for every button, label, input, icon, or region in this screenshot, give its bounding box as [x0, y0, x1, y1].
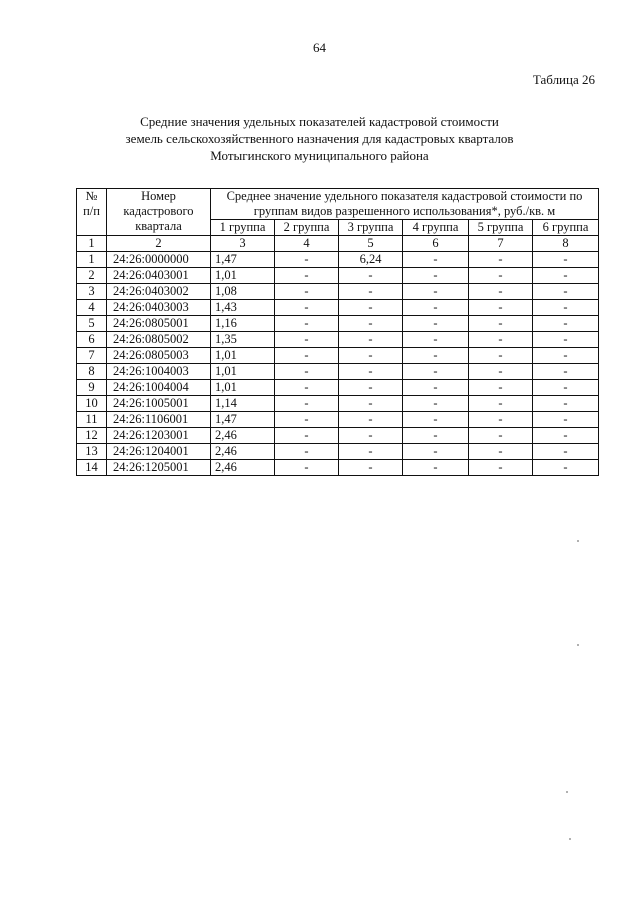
group-5-value: - — [469, 364, 533, 380]
cadastral-quarter: 24:26:0000000 — [107, 252, 211, 268]
cadastral-quarter: 24:26:0403001 — [107, 268, 211, 284]
group-2-value: - — [275, 444, 339, 460]
group-3-value: - — [339, 364, 403, 380]
group-5-value: - — [469, 460, 533, 476]
group-4-value: - — [403, 444, 469, 460]
group-1-value: 1,01 — [211, 364, 275, 380]
column-number-2: 2 — [107, 236, 211, 252]
group-4-value: - — [403, 412, 469, 428]
table-row — [77, 252, 599, 268]
group-5-value: - — [469, 428, 533, 444]
group-1-value: 1,01 — [211, 380, 275, 396]
group-5-value: - — [469, 268, 533, 284]
group-2-value: - — [275, 396, 339, 412]
group-2-value: - — [275, 300, 339, 316]
table-row — [77, 364, 599, 380]
group-1-value: 1,47 — [211, 252, 275, 268]
cadastral-quarter: 24:26:0805001 — [107, 316, 211, 332]
group-6-value: - — [533, 300, 599, 316]
table-row — [77, 460, 599, 476]
document-title — [0, 113, 639, 164]
table-row — [77, 412, 599, 428]
table-row — [77, 348, 599, 364]
group-6-value: - — [533, 252, 599, 268]
header-group-5: 5 группа — [469, 220, 533, 236]
group-6-value: - — [533, 316, 599, 332]
table-row — [77, 316, 599, 332]
group-3-value: 6,24 — [339, 252, 403, 268]
table-label: Таблица 26 — [532, 72, 595, 87]
column-number-1: 1 — [77, 236, 107, 252]
group-3-value: - — [339, 268, 403, 284]
row-number: 10 — [77, 396, 107, 412]
group-2-value: - — [275, 412, 339, 428]
group-6-value: - — [533, 444, 599, 460]
group-4-value: - — [403, 396, 469, 412]
group-1-value: 2,46 — [211, 428, 275, 444]
group-2-value: - — [275, 428, 339, 444]
table-row — [77, 444, 599, 460]
group-5-value: - — [469, 348, 533, 364]
group-4-value: - — [403, 284, 469, 300]
table-row — [77, 332, 599, 348]
row-number: 8 — [77, 364, 107, 380]
group-4-value: - — [403, 364, 469, 380]
header-group-2: 2 группа — [275, 220, 339, 236]
group-2-value: - — [275, 460, 339, 476]
group-1-value: 1,43 — [211, 300, 275, 316]
group-5-value: - — [469, 444, 533, 460]
group-2-value: - — [275, 380, 339, 396]
group-4-value: - — [403, 460, 469, 476]
group-3-value: - — [339, 284, 403, 300]
group-2-value: - — [275, 316, 339, 332]
group-2-value: - — [275, 332, 339, 348]
group-4-value: - — [403, 268, 469, 284]
group-3-value: - — [339, 316, 403, 332]
group-4-value: - — [403, 300, 469, 316]
header-numbering-row — [77, 236, 599, 252]
group-1-value: 1,16 — [211, 316, 275, 332]
column-number-7: 7 — [469, 236, 533, 252]
header-group-3: 3 группа — [339, 220, 403, 236]
table-row — [77, 380, 599, 396]
group-6-value: - — [533, 380, 599, 396]
column-number-4: 4 — [275, 236, 339, 252]
column-number-5: 5 — [339, 236, 403, 252]
header-quarter: Номер кадастрового квартала — [107, 189, 211, 236]
table-row — [77, 300, 599, 316]
group-6-value: - — [533, 348, 599, 364]
table-row — [77, 268, 599, 284]
group-2-value: - — [275, 284, 339, 300]
page-number: 64 — [313, 40, 326, 55]
scan-speck — [566, 791, 568, 793]
group-3-value: - — [339, 444, 403, 460]
group-3-value: - — [339, 332, 403, 348]
header-group-6: 6 группа — [533, 220, 599, 236]
group-6-value: - — [533, 284, 599, 300]
group-5-value: - — [469, 396, 533, 412]
cadastral-quarter: 24:26:0805003 — [107, 348, 211, 364]
group-2-value: - — [275, 364, 339, 380]
group-6-value: - — [533, 268, 599, 284]
header-group-4: 4 группа — [403, 220, 469, 236]
table-header — [77, 189, 599, 252]
group-5-value: - — [469, 332, 533, 348]
group-3-value: - — [339, 348, 403, 364]
row-number: 7 — [77, 348, 107, 364]
column-number-8: 8 — [533, 236, 599, 252]
row-number: 9 — [77, 380, 107, 396]
row-number: 14 — [77, 460, 107, 476]
row-number: 5 — [77, 316, 107, 332]
cadastral-quarter: 24:26:1204001 — [107, 444, 211, 460]
group-2-value: - — [275, 268, 339, 284]
group-5-value: - — [469, 284, 533, 300]
group-6-value: - — [533, 412, 599, 428]
header-number: № п/п — [77, 189, 107, 236]
group-4-value: - — [403, 380, 469, 396]
group-6-value: - — [533, 396, 599, 412]
cadastral-quarter: 24:26:1005001 — [107, 396, 211, 412]
cadastral-quarter: 24:26:0403003 — [107, 300, 211, 316]
group-3-value: - — [339, 428, 403, 444]
group-4-value: - — [403, 428, 469, 444]
row-number: 4 — [77, 300, 107, 316]
cadastral-quarter: 24:26:1106001 — [107, 412, 211, 428]
table-row — [77, 284, 599, 300]
group-1-value: 1,01 — [211, 348, 275, 364]
row-number: 6 — [77, 332, 107, 348]
group-4-value: - — [403, 348, 469, 364]
table-body — [77, 252, 599, 476]
group-1-value: 1,14 — [211, 396, 275, 412]
cadastral-quarter: 24:26:1205001 — [107, 460, 211, 476]
group-5-value: - — [469, 252, 533, 268]
title-line-1: Средние значения удельных показателей кадастровой стоимости — [140, 114, 499, 129]
group-5-value: - — [469, 380, 533, 396]
group-4-value: - — [403, 252, 469, 268]
group-1-value: 2,46 — [211, 444, 275, 460]
group-6-value: - — [533, 428, 599, 444]
table-row — [77, 428, 599, 444]
cadastral-quarter: 24:26:1203001 — [107, 428, 211, 444]
scan-speck — [569, 838, 571, 840]
row-number: 12 — [77, 428, 107, 444]
header-group-1: 1 группа — [211, 220, 275, 236]
group-5-value: - — [469, 300, 533, 316]
group-4-value: - — [403, 332, 469, 348]
cadastral-quarter: 24:26:0403002 — [107, 284, 211, 300]
group-3-value: - — [339, 380, 403, 396]
group-2-value: - — [275, 348, 339, 364]
cadastral-quarter: 24:26:1004004 — [107, 380, 211, 396]
group-6-value: - — [533, 364, 599, 380]
table-row — [77, 396, 599, 412]
group-6-value: - — [533, 332, 599, 348]
group-1-value: 2,46 — [211, 460, 275, 476]
group-3-value: - — [339, 300, 403, 316]
group-5-value: - — [469, 316, 533, 332]
group-5-value: - — [469, 412, 533, 428]
cadastral-quarter: 24:26:1004003 — [107, 364, 211, 380]
row-number: 2 — [77, 268, 107, 284]
group-6-value: - — [533, 460, 599, 476]
cadastral-quarter: 24:26:0805002 — [107, 332, 211, 348]
group-1-value: 1,47 — [211, 412, 275, 428]
row-number: 3 — [77, 284, 107, 300]
group-3-value: - — [339, 412, 403, 428]
scan-speck — [577, 540, 579, 542]
title-line-3: Мотыгинского муниципального района — [210, 148, 429, 163]
column-number-3: 3 — [211, 236, 275, 252]
row-number: 11 — [77, 412, 107, 428]
group-1-value: 1,01 — [211, 268, 275, 284]
group-4-value: - — [403, 316, 469, 332]
group-2-value: - — [275, 252, 339, 268]
scan-speck — [577, 644, 579, 646]
group-3-value: - — [339, 460, 403, 476]
cadastral-values-table — [76, 188, 599, 476]
column-number-6: 6 — [403, 236, 469, 252]
title-line-2: земель сельскохозяйственного назначения для кадастровых кварталов — [125, 131, 514, 146]
group-1-value: 1,08 — [211, 284, 275, 300]
group-1-value: 1,35 — [211, 332, 275, 348]
row-number: 13 — [77, 444, 107, 460]
header-value-group: Среднее значение удельного показателя кадастровой стоимости по группам видов разрешенного использования*, руб./кв. м — [211, 189, 599, 220]
group-3-value: - — [339, 396, 403, 412]
row-number: 1 — [77, 252, 107, 268]
